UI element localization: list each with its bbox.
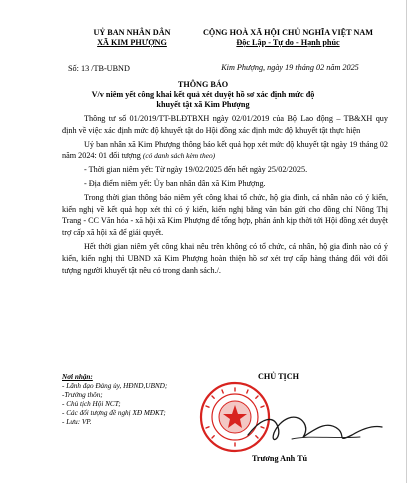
signer-title: CHỦ TỊCH xyxy=(258,372,300,381)
title-line-2: V/v niêm yết công khai kết quả xét duyệt hồ sơ xác định mức độ xyxy=(91,90,315,99)
document-date: Kim Phượng, ngày 19 tháng 02 năm 2025 xyxy=(221,63,359,72)
title-line-1: THÔNG BÁO xyxy=(177,80,229,89)
document-number: Số: 13 /TB-UBND xyxy=(68,64,130,73)
document-title xyxy=(80,80,326,110)
body-paragraph-4: - Địa điểm niêm yết: Ủy ban nhân dân xã Kim Phượng. xyxy=(84,178,266,188)
body-paragraph-2 xyxy=(62,139,388,163)
recipients-label: Nơi nhận: xyxy=(62,373,93,381)
motto-line-1: CỘNG HOÀ XÃ HỘI CHỦ NGHĨA VIỆT NAM xyxy=(202,28,374,37)
recipient-item: -Trưởng thôn; xyxy=(62,391,103,399)
recipient-item: - Lãnh đạo Đảng ủy, HĐND,UBND; xyxy=(62,382,168,390)
body-paragraph-1: Thông tư số 01/2019/TT-BLĐTBXH ngày 02/01/2019 của Bộ Lao động – TB&XH quy định về việc xác định mức độ khuyết tật do Hội đồng xác định mức độ khuyết tật thực hiện xyxy=(62,114,388,135)
body-paragraph-2-text: Uỷ ban nhân xã Kim Phượng thông báo kết quả họp xét mức độ khuyết tật ngày 19 tháng 02 năm 2024: 01 đối tượng xyxy=(62,139,388,161)
body-paragraph-2-note: (có danh sách kèm theo) xyxy=(142,151,216,161)
motto-line-2: Độc Lập - Tự do - Hạnh phúc xyxy=(236,38,340,47)
authority-line-1: UỶ BAN NHÂN DÂN xyxy=(93,28,171,37)
body-paragraph-3: - Thời gian niêm yết: Từ ngày 19/02/2025 đến hết ngày 25/02/2025. xyxy=(84,165,308,175)
authority-line-2: XÃ KIM PHƯỢNG xyxy=(97,38,167,47)
signer-name: Trương Anh Tú xyxy=(252,454,308,463)
recipient-item: - Chủ tịch Hội NCT; xyxy=(62,400,121,408)
issuing-authority xyxy=(62,28,202,48)
recipients-block xyxy=(62,373,167,427)
national-motto xyxy=(190,28,386,48)
body-paragraph-5: Trong thời gian thông báo niêm yết công khai tổ chức, hộ gia đình, cá nhân nào có ý kiến, kiến nghị về kết quả họp xét thì có ý kiến, kiến nghị bằng văn bản gửi cho đồng chí Nông Thị Trang - CC Văn hóa - xã hội xã Kim Phượng để tổng hợp, phản ánh kịp thời tới Hội đồng xét duyệt trợ cấp xã hội xã để giải quyết. xyxy=(62,192,388,238)
title-line-3: khuyết tật xã Kim Phượng xyxy=(156,100,250,109)
handwritten-signature xyxy=(240,405,390,455)
recipient-item: - Lưu: VP. xyxy=(62,418,92,426)
body-paragraph-6: Hết thời gian niêm yết công khai nêu trên không có tổ chức, cá nhân, hộ gia đình nào có ý kiến, kiến nghị thì UBND xã Kim Phượng hoàn thiện hồ sơ xét trợ cấp hàng tháng đối với đối tượng người khuyết tật nêu có trong danh sách./. xyxy=(62,241,388,275)
document-body xyxy=(62,113,388,278)
recipient-item: - Các đối tượng đề nghị XĐ MĐKT; xyxy=(62,409,166,417)
